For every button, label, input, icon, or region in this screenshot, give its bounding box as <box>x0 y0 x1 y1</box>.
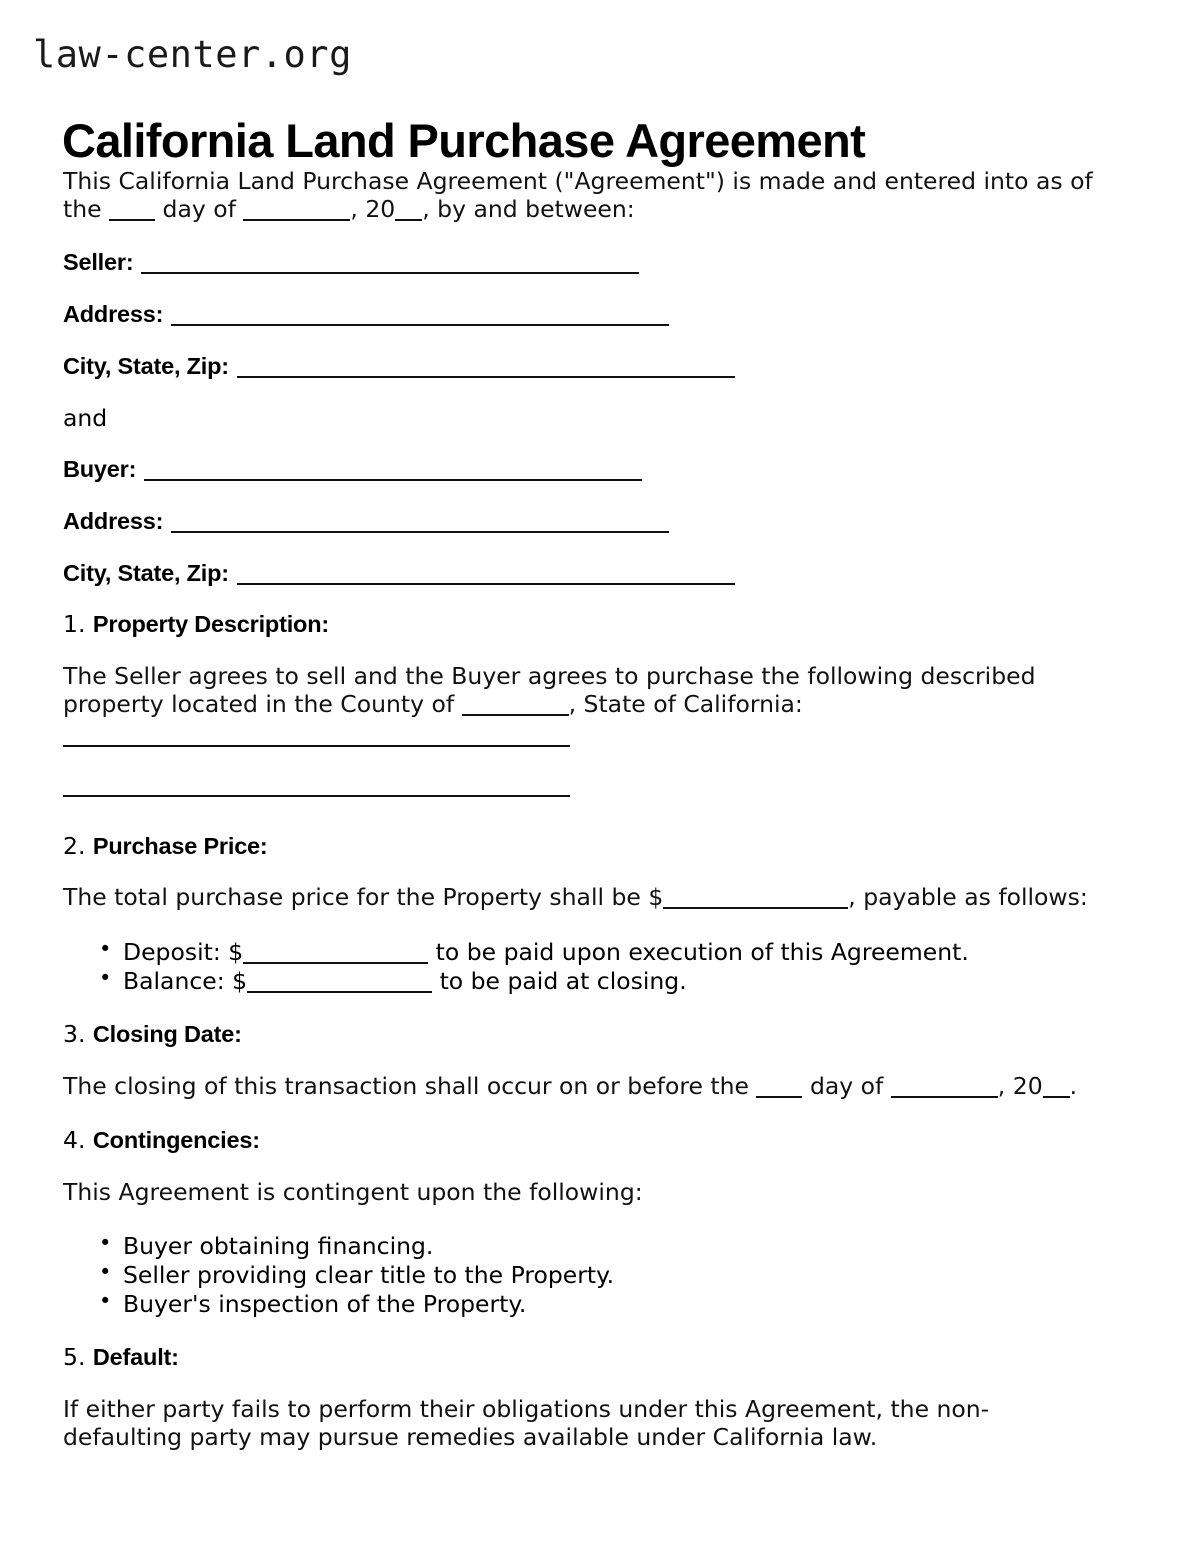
balance-amount-blank[interactable] <box>247 991 432 993</box>
seller-csz-field <box>63 353 1095 381</box>
buyer-address-label: Address: <box>63 508 164 535</box>
list-item <box>123 967 1095 996</box>
section-4-body: This Agreement is contingent upon the following: <box>63 1177 643 1206</box>
intro-day-blank[interactable] <box>109 219 155 221</box>
purchase-price-blank[interactable] <box>663 907 848 909</box>
section-heading-5 <box>63 1344 1095 1372</box>
county-blank[interactable] <box>462 714 569 716</box>
buyer-name-blank[interactable] <box>144 479 642 481</box>
deposit-label: Deposit: $ <box>123 938 244 967</box>
property-description-line-1[interactable] <box>63 745 570 747</box>
seller-csz-label: City, State, Zip: <box>63 352 229 379</box>
closing-year-blank[interactable] <box>1043 1096 1070 1098</box>
list-item: • Buyer obtaining financing. <box>123 1232 1095 1261</box>
section-number-1: 1. <box>63 610 86 639</box>
section-3-body-part3: , 20 <box>997 1072 1043 1101</box>
purchase-price-bullets <box>63 938 1095 995</box>
intro-tail: , by and between: <box>422 194 635 223</box>
intro-year-blank[interactable] <box>395 219 422 221</box>
seller-address-field <box>63 301 1095 329</box>
section-5-body: If either party fails to perform their obligations under this Agreement, the non-defaulting party may pursue remedies available under California law. <box>63 1394 990 1451</box>
section-1-body-part2: , State of California: <box>568 689 803 718</box>
closing-month-blank[interactable] <box>891 1096 998 1098</box>
section-1-body <box>63 663 1095 718</box>
section-heading-3 <box>63 1021 1095 1049</box>
intro-the: the <box>63 194 102 223</box>
buyer-name-field <box>63 456 1095 484</box>
seller-address-blank[interactable] <box>171 324 669 326</box>
section-title-2: Purchase Price: <box>92 832 268 859</box>
intro-year-prefix: , 20 <box>350 194 396 223</box>
section-3-body-part2: day of <box>809 1072 884 1101</box>
property-description-line-2[interactable] <box>63 795 570 797</box>
section-heading-1 <box>63 611 1095 639</box>
section-heading-4 <box>63 1127 1095 1155</box>
list-item <box>123 938 1095 967</box>
section-3-body-part4: . <box>1069 1072 1078 1101</box>
intro-line1: This California Land Purchase Agreement ("Agreement") is made and entered into as of <box>63 167 1093 195</box>
section-2-body-part2: , payable as follows: <box>848 883 1088 912</box>
page-title: California Land Purchase Agreement <box>62 114 866 168</box>
section-number-3: 3. <box>63 1020 86 1049</box>
seller-address-label: Address: <box>63 301 164 328</box>
intro-paragraph <box>63 168 1095 223</box>
buyer-csz-blank[interactable] <box>237 583 735 585</box>
site-brand: law-center.org <box>33 33 352 76</box>
contingencies-bullets <box>63 1232 1095 1318</box>
buyer-address-blank[interactable] <box>171 531 669 533</box>
intro-day-of: day of <box>162 194 236 223</box>
section-title-1: Property Description: <box>92 611 329 638</box>
seller-csz-blank[interactable] <box>237 376 735 378</box>
section-title-4: Contingencies: <box>92 1126 260 1153</box>
section-number-2: 2. <box>63 831 86 860</box>
section-3-body-part1: The closing of this transaction shall occur on or before the <box>63 1072 749 1101</box>
buyer-csz-label: City, State, Zip: <box>63 559 229 586</box>
closing-day-blank[interactable] <box>756 1096 802 1098</box>
balance-text: to be paid at closing. <box>439 966 687 995</box>
seller-name-field <box>63 249 1095 277</box>
list-item: • Seller providing clear title to the Property. <box>123 1261 1095 1290</box>
buyer-name-label: Buyer: <box>63 456 137 483</box>
section-number-4: 4. <box>63 1125 86 1154</box>
seller-name-blank[interactable] <box>141 272 639 274</box>
deposit-text: to be paid upon execution of this Agreement. <box>435 938 969 967</box>
section-heading-2 <box>63 833 1095 861</box>
section-number-5: 5. <box>63 1343 86 1372</box>
section-title-5: Default: <box>92 1344 179 1371</box>
document-body <box>63 168 1095 1477</box>
parties-conjunction: and <box>63 403 108 432</box>
deposit-amount-blank[interactable] <box>243 962 428 964</box>
balance-label: Balance: $ <box>123 966 248 995</box>
intro-month-blank[interactable] <box>243 219 350 221</box>
section-2-body-part1: The total purchase price for the Property shall be $ <box>63 883 664 912</box>
section-2-body <box>63 884 1095 912</box>
section-3-body <box>63 1073 1095 1101</box>
section-1-body-part1: The Seller agrees to sell and the Buyer agrees to purchase the following described property located in the County of <box>63 662 1036 718</box>
seller-name-label: Seller: <box>63 249 134 276</box>
list-item: • Buyer's inspection of the Property. <box>123 1290 1095 1319</box>
section-title-3: Closing Date: <box>92 1021 242 1048</box>
buyer-address-field <box>63 508 1095 536</box>
buyer-csz-field <box>63 560 1095 588</box>
